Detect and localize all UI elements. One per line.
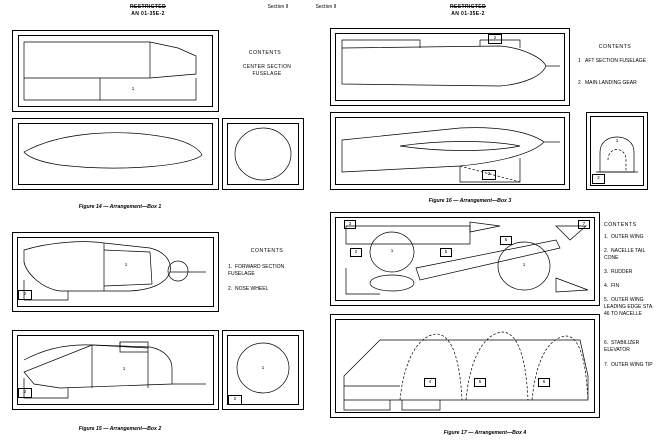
box2-contents-text-1: FORWARD SECTION FUSELAGE <box>228 264 285 278</box>
box3-callout-2b: 2 <box>482 170 496 180</box>
box4-contents-num-2: 2. <box>604 248 609 254</box>
box1-contents-line-2: FUSELAGE <box>252 71 282 77</box>
box2-contents-title: CONTENTS <box>250 248 284 254</box>
box2-callout-5: 2 <box>228 395 242 405</box>
figure-16-caption: Figure 16 — Arrangement—Box 3 <box>428 198 512 204</box>
box1-contents-line-1: CENTER SECTION <box>242 64 292 70</box>
box3-callout-2a: 2 <box>488 34 502 44</box>
box4-callout-6: 6 <box>538 378 550 387</box>
box4-callout-5a: 5 <box>440 248 452 257</box>
box3-contents-title: CONTENTS <box>598 44 632 50</box>
header-right-doc: AN 01-35E-2 <box>451 11 485 17</box>
box4-contents-item-7 <box>604 362 658 369</box>
box2-callout-4: 2 <box>18 388 32 398</box>
header-section-right: Section II <box>315 4 337 10</box>
box4-contents-num-1: 1. <box>604 234 609 240</box>
box4-callout-5c: 5 <box>474 378 486 387</box>
box3-contents-num-2: 2 <box>578 80 581 86</box>
box4-callout-7a: 7 <box>578 220 590 229</box>
box4-contents-item-6 <box>604 340 658 354</box>
box2-contents-num-1: 1. <box>228 264 233 270</box>
box4-callout-3: 3 <box>344 220 356 229</box>
box2-contents-num-2: 2. <box>228 286 233 292</box>
box4-contents-item-1 <box>604 234 658 241</box>
box4-contents-num-5: 5. <box>604 297 609 303</box>
figure-14-caption: Figure 14 — Arrangement—Box 1 <box>78 204 162 210</box>
header-left-doc: AN 01-35E-2 <box>131 11 165 17</box>
figure-17-caption: Figure 17 — Arrangement—Box 4 <box>443 430 527 436</box>
box4-contents-num-7: 7. <box>604 362 609 368</box>
header-left-restricted: RESTRICTED <box>130 4 166 10</box>
box1-contents-title: CONTENTS <box>248 50 282 56</box>
header-section-left: Section II <box>267 4 289 10</box>
box4-callout-1a: 1 <box>390 248 394 253</box>
box2-callout-1: 1 <box>124 262 128 267</box>
box4-contents-text-1: OUTER WING <box>611 234 644 240</box>
box4-contents-text-2: NACELLE TAIL CONE <box>604 248 646 262</box>
box4-callout-4: 4 <box>424 378 436 387</box>
box4-contents-text-7: OUTER WING TIP <box>611 362 653 368</box>
box3-contents-num-1: 1 <box>578 58 581 64</box>
box4-contents-num-6: 6. <box>604 340 609 346</box>
box3-contents-text-1: AFT SECTION FUSELAGE <box>585 58 647 64</box>
box3-callout-1: 1 <box>615 138 619 143</box>
box4-contents-item-4 <box>604 283 658 290</box>
box4-callout-2a: 2 <box>350 248 362 257</box>
box4-callout-5b: 5 <box>500 236 512 245</box>
box4-contents-item-3 <box>604 269 658 276</box>
box2-callout-3: 1 <box>122 366 126 371</box>
box4-callout-1b: 1 <box>522 262 526 267</box>
box4-contents-item-5 <box>604 297 658 319</box>
box1-callout-a: 1 <box>131 86 135 91</box>
box4-contents-title: CONTENTS <box>604 222 637 228</box>
box3-callout-2c: 2 <box>592 174 605 184</box>
box2-contents-text-2: NOSE WHEEL <box>235 286 269 292</box>
box4-contents-text-4: FIN <box>611 283 620 289</box>
box4-contents-text-5: OUTER WING LEADING EDGE STA. 46 TO NACELLE <box>604 297 654 318</box>
box2-end-callout: 1 <box>261 365 265 370</box>
box4-contents-text-6: STABILIZER ELEVATOR <box>604 340 640 354</box>
figure-15-caption: Figure 15 — Arrangement—Box 2 <box>78 426 162 432</box>
box4-contents-num-4: 4. <box>604 283 609 289</box>
box4-contents-text-3: RUDDER <box>611 269 633 275</box>
box3-contents-text-2: MAIN LANDING GEAR <box>585 80 637 86</box>
box2-callout-2: 2 <box>18 290 32 300</box>
box4-contents-item-2 <box>604 248 658 262</box>
box4-contents-num-3: 3. <box>604 269 609 275</box>
header-right-restricted: RESTRICTED <box>450 4 486 10</box>
